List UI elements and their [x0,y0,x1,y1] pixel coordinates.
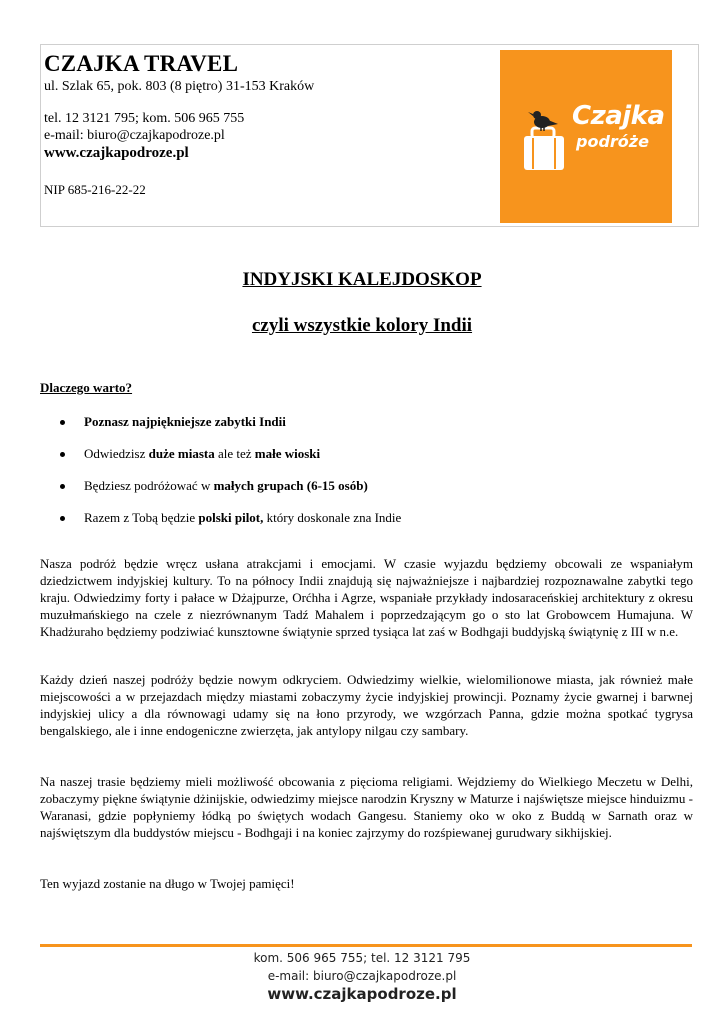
document-subtitle: czyli wszystkie kolory Indii [251,315,473,336]
benefit-text: Odwiedzisz [84,446,149,461]
paragraph-religions: Na naszej trasie będziemy mieli możliwość obcowania z pięcioma religiami. Wejdziemy do Wielkiego Meczetu w Delhi, zobaczymy piękne świątynie dżinijskie, odwiedzimy miejsce narodzin Kryszny w Maturze i najświętsze miejsce hinduizmu - Waranasi, gdzie popłyniemy łódką po świętych wodach Gangesu. Staniemy oko w oko z Buddą w Sarnath oraz w najświętszym dla buddystów miejscu - Bodhgaji i na koniec zajrzymy do rozśpiewanej gurudwary sikhijskiej. [40,774,693,840]
benefit-item [60,414,401,446]
benefit-text: ale też [214,446,255,461]
benefit-bold-text: małych grupach (6-15 osób) [213,478,368,493]
company-address: ul. Szlak 65, pok. 803 (8 piętro) 31-153 Kraków [44,79,315,94]
benefit-item [60,478,401,510]
footer-email: e-mail: biuro@czajkapodroze.pl [267,969,457,983]
benefit-text: który doskonale zna Indie [263,510,402,525]
document-title: INDYJSKI KALEJDOSKOP [242,269,482,290]
benefit-item [60,510,401,542]
company-name: CZAJKA TRAVEL [44,51,239,76]
footer-website[interactable]: www.czajkapodroze.pl [267,985,457,1003]
paragraph-intro: Nasza podróż będzie wręcz usłana atrakcjami i emocjami. W czasie wyjazdu będziemy obcowali ze wspaniałym dziedzictwem indyjskiej kultury. To na północy Indii znajdują się najważniejsze i najbardziej rozpoznawalne zabytki tego kraju. Odwiedzimy forty i pałace w Dżajpurze, Orćhha i Agrze, wspaniałe przykłady indosaraceńskiej architektury z okresu muzułmańskiego na czele z niezrównanym Tadź Mahalem i poprzedzającym go o sto lat Grobowcem Humajuna. W Khadżuraho będziemy podziwiać kunsztowne świątynie sprzed tysiąca lat zaś w Bodhgaji buddyjską świątynię z III w n.e. [40,556,693,639]
paragraph-closing: Ten wyjazd zostanie na długo w Twojej pamięci! [40,876,295,891]
company-nip: NIP 685-216-22-22 [44,182,146,197]
benefit-text: Razem z Tobą będzie [84,510,199,525]
benefit-text: Będziesz podróżować w [84,478,214,493]
benefit-bold-text: duże miasta [148,446,215,461]
company-website[interactable]: www.czajkapodroze.pl [44,145,189,161]
logo-text-czajka: Czajka [572,101,665,131]
benefit-bold-text: polski pilot, [198,510,264,525]
bullet-dot-icon [60,516,65,521]
company-phone: tel. 12 3121 795; kom. 506 965 755 [44,111,245,126]
company-email: e-mail: biuro@czajkapodroze.pl [44,128,225,143]
logo-text-podroze: podróże [576,132,649,151]
bullet-dot-icon [60,484,65,489]
bullet-dot-icon [60,452,65,457]
paragraph-discovery: Każdy dzień naszej podróży będzie nowym odkryciem. Odwiedzimy wielkie, wielomilionowe miasta, jak również małe miejscowości a w przejazdach między miastami zobaczymy życie indyjskiej prowincji. Poznamy życie gwarnej i barwnej indyjskiej ulicy a dla równowagi udamy się na łono przyrody, we wzgórzach Panna, gdzie można spotkać tygrysa bengalskiego, ale i inne endogeniczne zwierzęta, jak antylopy nilgau czy sambary. [40,672,693,738]
benefit-bold-text: Poznasz najpiękniejsze zabytki Indii [84,414,286,429]
benefit-bold-text: małe wioski [254,446,321,461]
company-logo [500,50,672,223]
why-heading: Dlaczego warto? [40,380,133,395]
benefit-item [60,446,401,478]
company-info [44,51,314,198]
bullet-dot-icon [60,420,65,425]
footer-divider [40,944,692,947]
benefits-list [60,414,401,542]
footer-phones: kom. 506 965 755; tel. 12 3121 795 [253,951,471,965]
header-box [40,44,699,227]
